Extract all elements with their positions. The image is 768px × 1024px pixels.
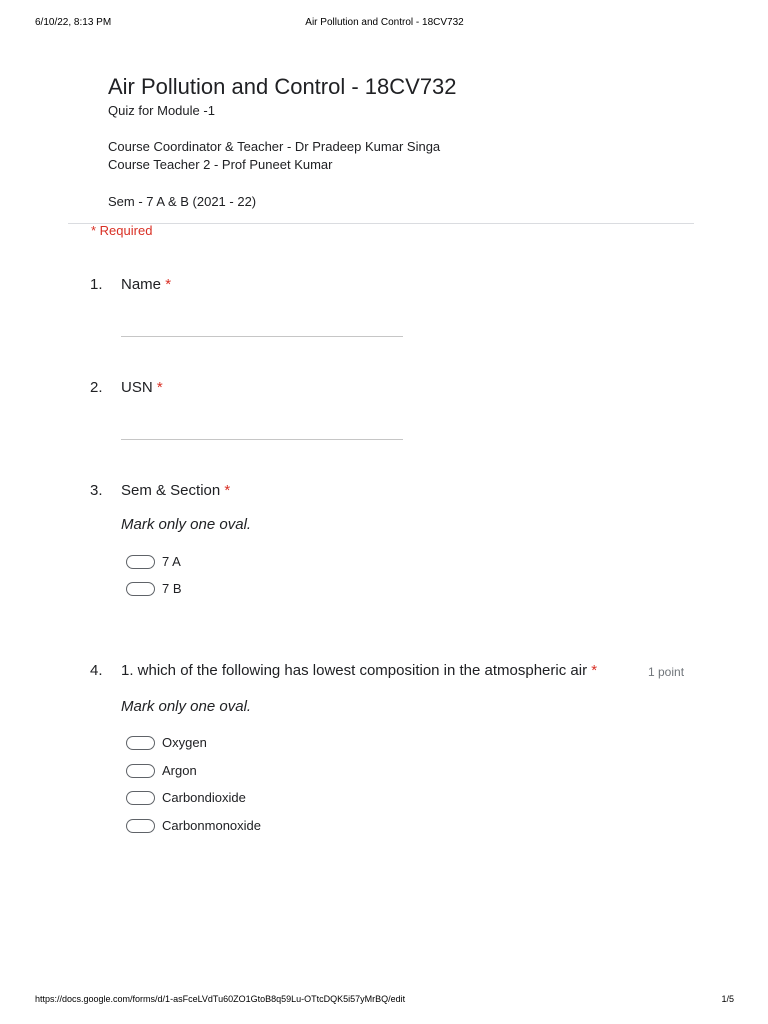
print-footer <box>35 994 734 1008</box>
question-hint: Mark only one oval. <box>121 516 252 533</box>
print-url: https://docs.google.com/forms/d/1-asFceLVdTu60ZO1GtoB8q59Lu-OTtcDQK5i57yMrBQ/edit <box>35 994 406 1004</box>
form-description-line: Quiz for Module -1 <box>108 103 215 118</box>
required-asterisk: * <box>156 379 163 396</box>
question-title-text: Sem & Section <box>121 482 221 499</box>
option-label: 7 B <box>162 581 182 596</box>
name-input[interactable] <box>121 336 403 337</box>
question-title-text: USN <box>121 379 153 396</box>
usn-input[interactable] <box>121 439 403 440</box>
print-date: 6/10/22, 8:13 PM <box>35 17 112 28</box>
question-title <box>121 482 230 499</box>
print-header <box>35 17 734 31</box>
question-number: 2. <box>90 379 103 396</box>
radio-oval[interactable] <box>126 764 155 778</box>
question-number: 3. <box>90 482 103 499</box>
option-label: 7 A <box>162 554 181 569</box>
form-description-line: Course Coordinator & Teacher - Dr Pradeep Kumar Singa <box>108 139 441 154</box>
option-label: Argon <box>162 763 197 778</box>
radio-oval[interactable] <box>126 791 155 805</box>
required-asterisk: * <box>165 276 172 293</box>
question-title-text: Name <box>121 276 162 293</box>
required-note: * Required <box>91 223 153 238</box>
print-document-title: Air Pollution and Control - 18CV732 <box>305 17 464 28</box>
radio-oval[interactable] <box>126 582 155 596</box>
page-number: 1/5 <box>721 994 734 1004</box>
question-title <box>121 379 163 396</box>
question-hint: Mark only one oval. <box>121 698 252 715</box>
option-label: Carbondioxide <box>162 790 246 805</box>
option-label: Carbonmonoxide <box>162 818 262 833</box>
option-label: Oxygen <box>162 735 207 750</box>
required-asterisk: * <box>224 482 231 499</box>
question-title-text: 1. which of the following has lowest composition in the atmospheric air <box>121 662 588 679</box>
required-asterisk: * <box>591 662 598 679</box>
form-description-line: Course Teacher 2 - Prof Puneet Kumar <box>108 157 333 172</box>
question-title <box>121 276 171 293</box>
question-number: 4. <box>90 662 103 679</box>
form-title: Air Pollution and Control - 18CV732 <box>108 74 457 99</box>
question-number: 1. <box>90 276 103 293</box>
points-label: 1 point <box>648 665 685 679</box>
radio-oval[interactable] <box>126 819 155 833</box>
question-title <box>121 662 597 679</box>
form-description-line: Sem - 7 A & B (2021 - 22) <box>108 194 257 209</box>
radio-oval[interactable] <box>126 736 155 750</box>
radio-oval[interactable] <box>126 555 155 569</box>
header-divider <box>68 223 694 224</box>
